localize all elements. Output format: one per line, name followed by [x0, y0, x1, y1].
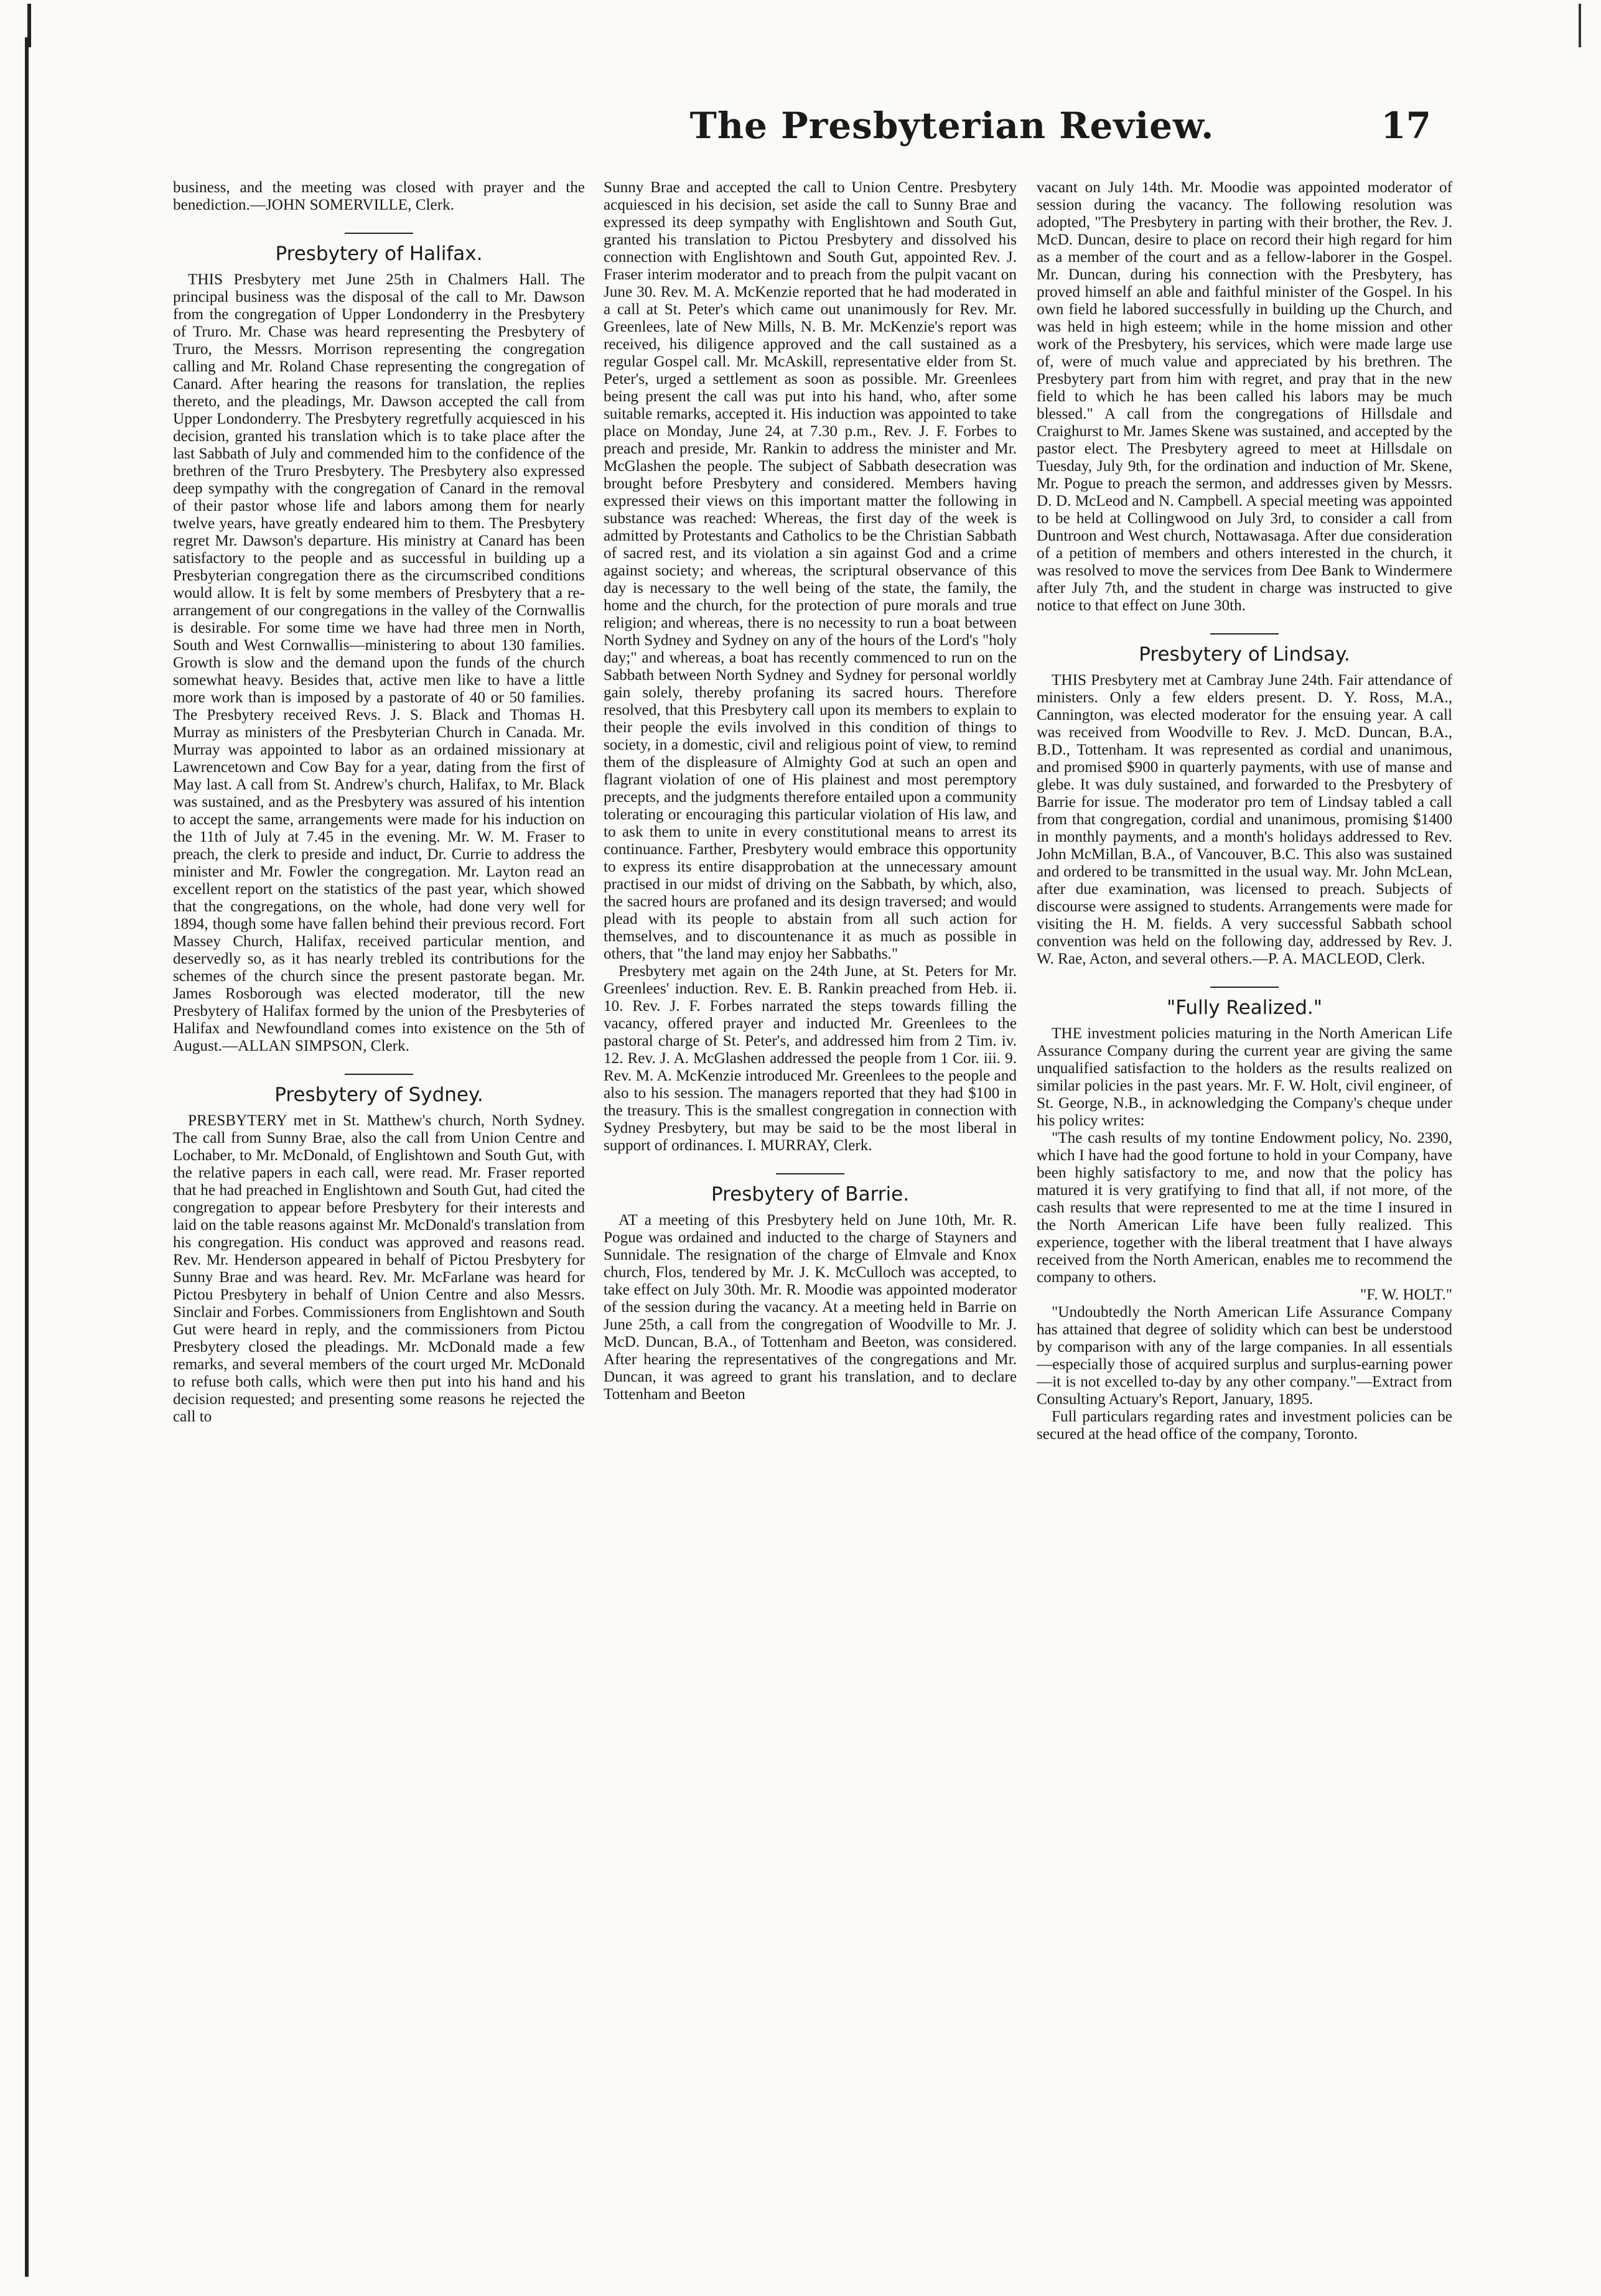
column-2 [604, 179, 1017, 1403]
section-divider [1210, 987, 1279, 988]
paragraph: AT a meeting of this Presbytery held on June 10th, Mr. R. Pogue was ordained and inducted to the charge of Stayners and Sunnidale. The resignation of the charge of Elmvale and Knox church, Flos, tendered by Mr. J. K. McCulloch was accepted, to take effect on July 30th. Mr. R. Moodie was appointed moderator of the session during the vacancy. At a meeting held in Barrie on June 25th, a call from the congregation of Woodville to Mr. J. McD. Duncan, B.A., of Tottenham and Beeton, was considered. After hearing the representatives of the congregations and Mr. Duncan, it was agreed to grant his translation, and to declare Tottenham and Beeton [604, 1212, 1017, 1403]
section-divider [776, 1173, 844, 1174]
section-heading: Presbytery of Barrie. [711, 1183, 910, 1206]
testimonial-signature: "F. W. HOLT." [1360, 1286, 1452, 1303]
section-divider [345, 233, 413, 234]
paragraph: Sunny Brae and accepted the call to Union Centre. Presbytery acquiesced in his decision, set aside the call to Sunny Brae and expressed its deep sympathy with Englishtown and South Gut, granted his translation to Pictou Presbytery and dissolved his connection with Englishtown and South Gut, appointed Rev. J. Fraser interim moderator and to preach from the pulpit vacant on June 30. Rev. M. A. McKenzie reported that he had moderated in a call at St. Peter's which came out unanimously for Rev. Mr. Greenlees, late of New Mills, N. B. Mr. McKenzie's report was received, his diligence approved and the call sustained as a regular Gospel call. Mr. McAskill, representative elder from St. Peter's, urged a settlement as soon as possible. Mr. Greenlees being present the call was put into his hand, who, after some suitable remarks, accepted it. His induction was appointed to take place on Monday, June 24, at 7.30 p.m., Rev. J. F. Forbes to preach and preside, Mr. Rankin to address the minister and Mr. McGlashen the people. The subject of Sabbath desecration was brought before Presbytery and considered. Members having expressed their views on this important matter the following in substance was reached: Whereas, the first day of the week is admitted by Protestants and Catholics to be the Christian Sabbath of sacred rest, and its violation a sin against God and a crime against society; and whereas, the scriptural observance of this day is necessary to the well being of the state, the family, the home and the church, for the protection of pure morals and true religion; and whereas, there is no necessity to run a boat between North Sydney and Sydney on any of the hours of the Lord's "holy day;" and whereas, a boat has recently commenced to run on the Sabbath between North Sydney and Sydney for personal worldly gain solely, thereby profaning its sacred hours. Therefore resolved, that this Presbytery call upon its members to explain to their people the evils involved in this condition of things to society, in a domestic, civil and religious point of view, to remind them of the displeasure of Almighty God at such an open and flagrant violation of one of His plainest and most peremptory precepts, and the judgments therefore entailed upon a community tolerating or encouraging this particular violation of His law, and to ask them to unite in every constitutional means to arrest its continuance. Farther, Presbytery would embrace this opportunity to express its entire disapprobation at the unnecessary amount practised in our midst of driving on the Sabbath, by which, also, the sacred hours are profaned and its design traversed; and would plead with its people to abstain from all such action for themselves, and to discountenance it as much as possible in others, that "the land may enjoy her Sabbaths." [604, 179, 1017, 962]
section-heading: "Fully Realized." [1166, 997, 1323, 1019]
section-divider [1210, 633, 1279, 634]
section-divider [345, 1074, 413, 1075]
section-heading: Presbytery of Halifax. [275, 243, 483, 265]
paragraph: THIS Presbytery met at Cambray June 24th. Fair attendance of ministers. Only a few elders present. D. Y. Ross, M.A., Cannington, was elected moderator for the ensuing year. A call was received from Woodville to Rev. J. McD. Duncan, B.A., B.D., Tottenham. It was represented as cordial and unanimous, and promised $900 in quarterly payments, with use of manse and glebe. It was duly sustained, and forwarded to the Presbytery of Barrie for issue. The moderator pro tem of Lindsay tabled a call from that congregation, cordial and unanimous, promising $1400 in monthly payments, and a month's holidays addressed to Rev. John McMillan, B.A., of Vancouver, B.C. This also was sustained and ordered to be transmitted in the usual way. Mr. John McLean, after due examination, was licensed to preach. Subjects of discourse were assigned to students. Arrangements were made for visiting the H. M. fields. A very successful Sabbath school convention was held on the following day, addressed by Rev. J. W. Rae, Acton, and several others.—P. A. MACLEOD, Clerk. [1037, 672, 1452, 967]
binding-edge-rule [25, 37, 29, 2277]
paragraph: vacant on July 14th. Mr. Moodie was appointed moderator of session during the vacancy. The following resolution was adopted, "The Presbytery in parting with their brother, the Rev. J. McD. Duncan, desire to place on record their high regard for him as a member of the court and as a fellow-laborer in the Gospel. Mr. Duncan, during his connection with the Presbytery, has proved himself an able and faithful minister of the Gospel. In his own field he labored successfully in building up the Church, and was held in high esteem; while in the home mission and other work of the Presbytery, his services, which were made large use of, were of much value and appreciated by his brethren. The Presbytery part from him with regret, and pray that in the new field to which he has been called his labors may be much blessed." A call from the congregations of Hillsdale and Craighurst to Mr. James Skene was sustained, and accepted by the pastor elect. The Presbytery agreed to meet at Hillsdale on Tuesday, July 9th, for the ordination and induction of Mr. Skene, Mr. Pogue to preach the sermon, and addresses given by Messrs. D. D. McLeod and N. Campbell. A special meeting was appointed to be held at Collingwood on July 3rd, to consider a call from Duntroon and West church, Nottawasaga. After due consideration of a petition of members and others interested in the church, it was resolved to move the services from Dee Bank to Windermere after July 7th, and the student in charge was instructed to give notice to that effect on June 30th. [1037, 179, 1452, 614]
page-number: 17 [1381, 105, 1431, 147]
paragraph: THE investment policies maturing in the North American Life Assurance Company during the current year are giving the same unqualified satisfaction to the holders as the results realized on similar policies in the past years. Mr. F. W. Holt, civil engineer, of St. George, N.B., in acknowledging the Company's cheque under his policy writes: [1037, 1025, 1452, 1129]
paragraph: Full particulars regarding rates and investment policies can be secured at the head office of the company, Toronto. [1037, 1408, 1452, 1443]
section-heading: Presbytery of Sydney. [274, 1084, 483, 1106]
paragraph: THIS Presbytery met June 25th in Chalmers Hall. The principal business was the disposal of the call to Mr. Dawson from the congregation of Upper Londonderry in the Presbytery of Truro. Mr. Chase was heard representing the Presbytery of Truro, the Messrs. Morrison representing the congregation calling and Mr. Roland Chase representing the congregation of Canard. After hearing the reasons for translation, the replies thereto, and the pleadings, Mr. Dawson accepted the call from Upper Londonderry. The Presbytery regretfully acquiesced in his decision, granted his translation which is to take place after the last Sabbath of July and commended him to the confidence of the brethren of the Truro Presbytery. The Presbytery also expressed deep sympathy with the congregation of Canard in the removal of their pastor whose life and labors among them for nearly twelve years, have greatly endeared him to them. The Presbytery regret Mr. Dawson's departure. His ministry at Canard has been satisfactory to the people and as successful in building up a Presbyterian congregation there as the circumscribed conditions would allow. It is felt by some members of Presbytery that a re-arrangement of our congregations in the valley of the Cornwallis is desirable. For some time we have had three men in North, South and West Cornwallis—ministering to about 130 families. Growth is slow and the demand upon the funds of the church somewhat heavy. Besides that, active men like to have a little more work than is imposed by a pastorate of 40 or 50 families. The Presbytery received Revs. J. S. Black and Thomas H. Murray as ministers of the Presbyterian Church in Canada. Mr. Murray was appointed to labor as an ordained missionary at Lawrencetown and Cow Bay for a year, dating from the first of May last. A call from St. Andrew's church, Halifax, to Mr. Black was sustained, and as the Presbytery was assured of his intention to accept the same, arrangements were made for his induction on the 11th of July at 7.45 in the evening. Mr. W. M. Fraser to preach, the clerk to preside and induct, Dr. Currie to address the minister and Mr. Fowler the congregation. Mr. Layton read an excellent report on the statistics of the past year, which showed that the congregations, on the whole, had done very well for 1894, though some have fallen behind their previous record. Fort Massey Church, Halifax, received particular mention, and deservedly so, as it has nearly trebled its contributions for the schemes of the church since the present pastorate began. Mr. James Rosborough was elected moderator, till the new Presbytery of Halifax formed by the union of the Presbyteries of Halifax and Newfoundland comes into existence on the 5th of August.—ALLAN SIMPSON, Clerk. [173, 271, 585, 1054]
paragraph: business, and the meeting was closed with prayer and the benediction.—JOHN SOMERVILLE, Clerk. [173, 179, 585, 213]
paragraph: Presbytery met again on the 24th June, at St. Peters for Mr. Greenlees' induction. Rev. E. B. Rankin preached from Heb. ii. 10. Rev. J. F. Forbes narrated the steps towards filling the vacancy, offered prayer and inducted Mr. Greenlees to the pastoral charge of St. Peter's, and addressed him from 2 Tim. iv. 12. Rev. J. A. McGlashen addressed the people from 1 Cor. iii. 9. Rev. M. A. McKenzie introduced Mr. Greenlees to the people and also to his session. The managers reported that they had $100 in the treasury. This is the smallest congregation in connection with Sydney Presbytery, but may be said to be the most liberal in support of ordinances. I. MURRAY, Clerk. [604, 963, 1017, 1154]
column-3 [1037, 179, 1452, 1443]
page-header [560, 105, 1431, 154]
actuary-quote: "Undoubtedly the North American Life Assurance Company has attained that degree of solidity which can best be understood by comparison with any of the large companies. In all essentials—especially those of acquired surplus and surplus-earning power—it is not excelled to-day by any other company."—Extract from Consulting Actuary's Report, January, 1895. [1037, 1304, 1452, 1408]
section-heading: Presbytery of Lindsay. [1139, 643, 1350, 666]
paragraph: PRESBYTERY met in St. Matthew's church, North Sydney. The call from Sunny Brae, also the call from Union Centre and Lochaber, to Mr. McDonald, of Englishtown and South Gut, with the relative papers in each call, were read. Mr. Fraser reported that he had preached in Englishtown and South Gut, had cited the congregation to appear before Presbytery for their interests and laid on the table reasons against Mr. McDonald's translation from his congregation. His conduct was approved and reasons read. Rev. Mr. Henderson appeared in behalf of Pictou Presbytery for Sunny Brae and was heard. Rev. Mr. McFarlane was heard for Pictou Presbytery in behalf of Union Centre and also Messrs. Sinclair and Forbes. Commissioners from Englishtown and South Gut were heard in reply, and the commissioners from Pictou Presbytery closed the pleadings. Mr. McDonald made a few remarks, and several members of the court urged Mr. McDonald to refuse both calls, which were then put into his hand and his decision requested; and presenting some reasons he rejected the call to [173, 1112, 585, 1425]
column-1 [173, 179, 585, 1426]
publication-title: The Presbyterian Review. [689, 105, 1215, 147]
corner-mark [1579, 4, 1581, 47]
testimonial-quote: "The cash results of my tontine Endowment policy, No. 2390, which I have had the good fortune to hold in your Company, have been highly satisfactory to me, and now that the policy has matured it is very gratifying to find that all, if not more, of the cash results that were represented to me at the time I insured in the North American Life have been fully realized. This experience, together with the liberal treatment that I have always received from the North American, enables me to recommend the company to others. [1037, 1130, 1452, 1286]
